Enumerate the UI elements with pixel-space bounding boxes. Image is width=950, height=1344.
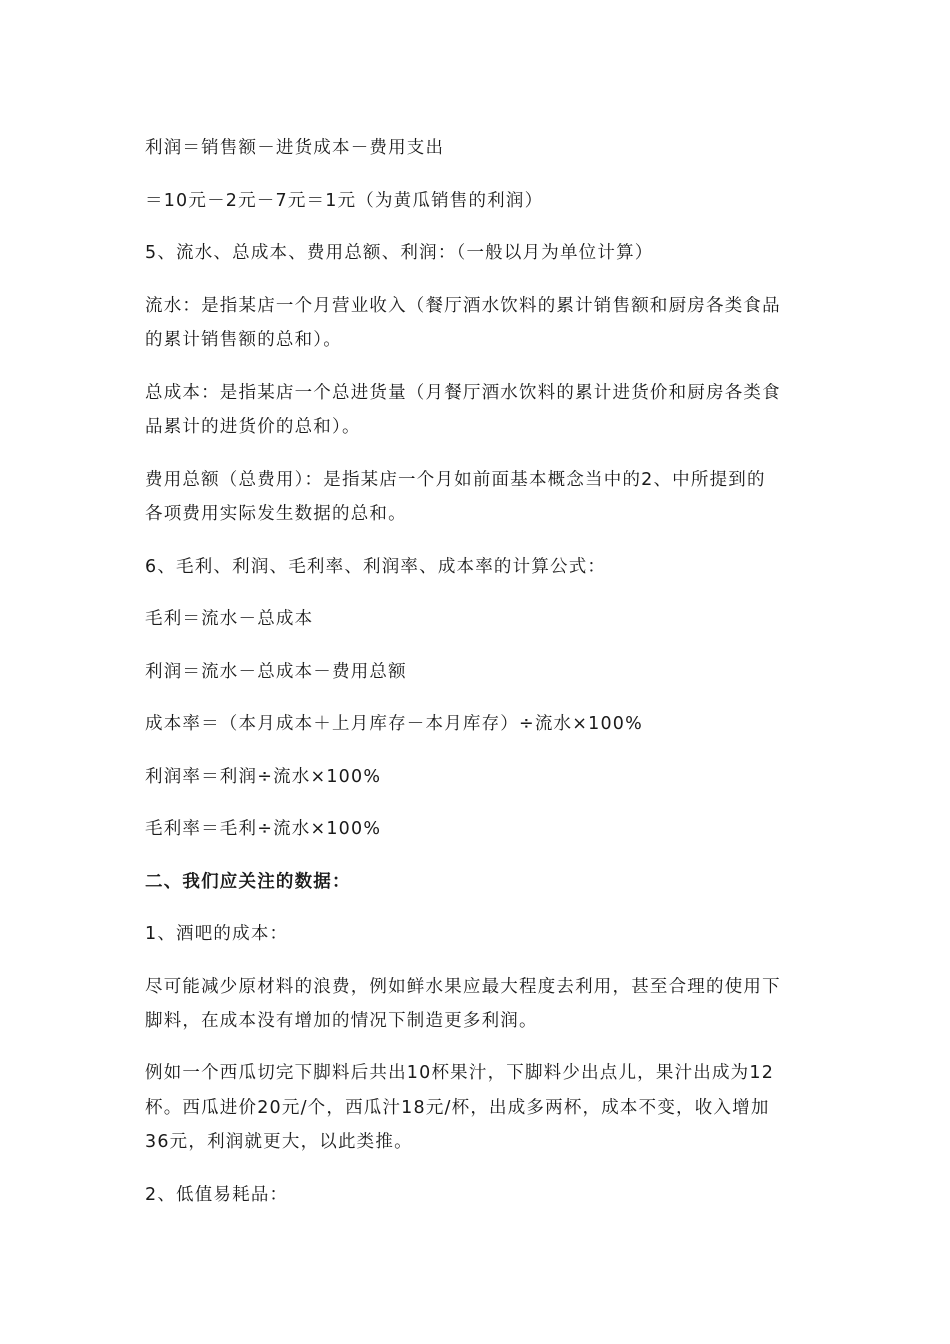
turnover-definition-line-1: 流水：是指某店一个月营业收入（餐厅酒水饮料的累计销售额和厨房各类食品: [145, 296, 781, 316]
bar-cost-paragraph-line-1: 尽可能减少原材料的浪费，例如鲜水果应最大程度去利用，甚至合理的使用下: [145, 977, 781, 997]
profit-example-line: ＝10元－2元－7元＝1元（为黄瓜销售的利润）: [145, 191, 544, 211]
consumables-heading: 2、低值易耗品：: [145, 1185, 289, 1205]
total-expense-definition-line-1: 费用总额（总费用）：是指某店一个月如前面基本概念当中的2、中所提到的: [145, 470, 766, 490]
total-cost-definition-line-1: 总成本：是指某店一个总进货量（月餐厅酒水饮料的累计进货价和厨房各类食: [145, 383, 781, 403]
cost-rate-formula: 成本率＝（本月成本＋上月库存－本月库存）÷流水×100%: [145, 714, 643, 734]
section-6-heading: 6、毛利、利润、毛利率、利润率、成本率的计算公式：: [145, 557, 607, 577]
watermelon-example-line-1: 例如一个西瓜切完下脚料后共出10杯果汁，下脚料少出点儿，果汁出成为12: [145, 1063, 775, 1083]
section-2-heading: 二、我们应关注的数据：: [145, 872, 351, 892]
gross-margin-formula: 毛利率＝毛利÷流水×100%: [145, 819, 382, 839]
profit-rate-formula: 利润率＝利润÷流水×100%: [145, 767, 382, 787]
watermelon-example-line-3: 36元，利润就更大，以此类推。: [145, 1132, 413, 1152]
gross-profit-formula: 毛利＝流水－总成本: [145, 609, 314, 629]
total-cost-definition-line-2: 品累计的进货价的总和）。: [145, 417, 361, 437]
bar-cost-heading: 1、酒吧的成本：: [145, 924, 289, 944]
net-profit-formula: 利润＝流水－总成本－费用总额: [145, 662, 407, 682]
section-5-heading: 5、流水、总成本、费用总额、利润：（一般以月为单位计算）: [145, 243, 654, 263]
profit-formula-line: 利润＝销售额－进货成本－费用支出: [145, 138, 445, 158]
bar-cost-paragraph-line-2: 脚料，在成本没有增加的情况下制造更多利润。: [145, 1011, 538, 1031]
watermelon-example-line-2: 杯。西瓜进价20元/个，西瓜汁18元/杯，出成多两杯，成本不变，收入增加: [145, 1098, 770, 1118]
total-expense-definition-line-2: 各项费用实际发生数据的总和。: [145, 504, 407, 524]
turnover-definition-line-2: 的累计销售额的总和）。: [145, 330, 342, 350]
